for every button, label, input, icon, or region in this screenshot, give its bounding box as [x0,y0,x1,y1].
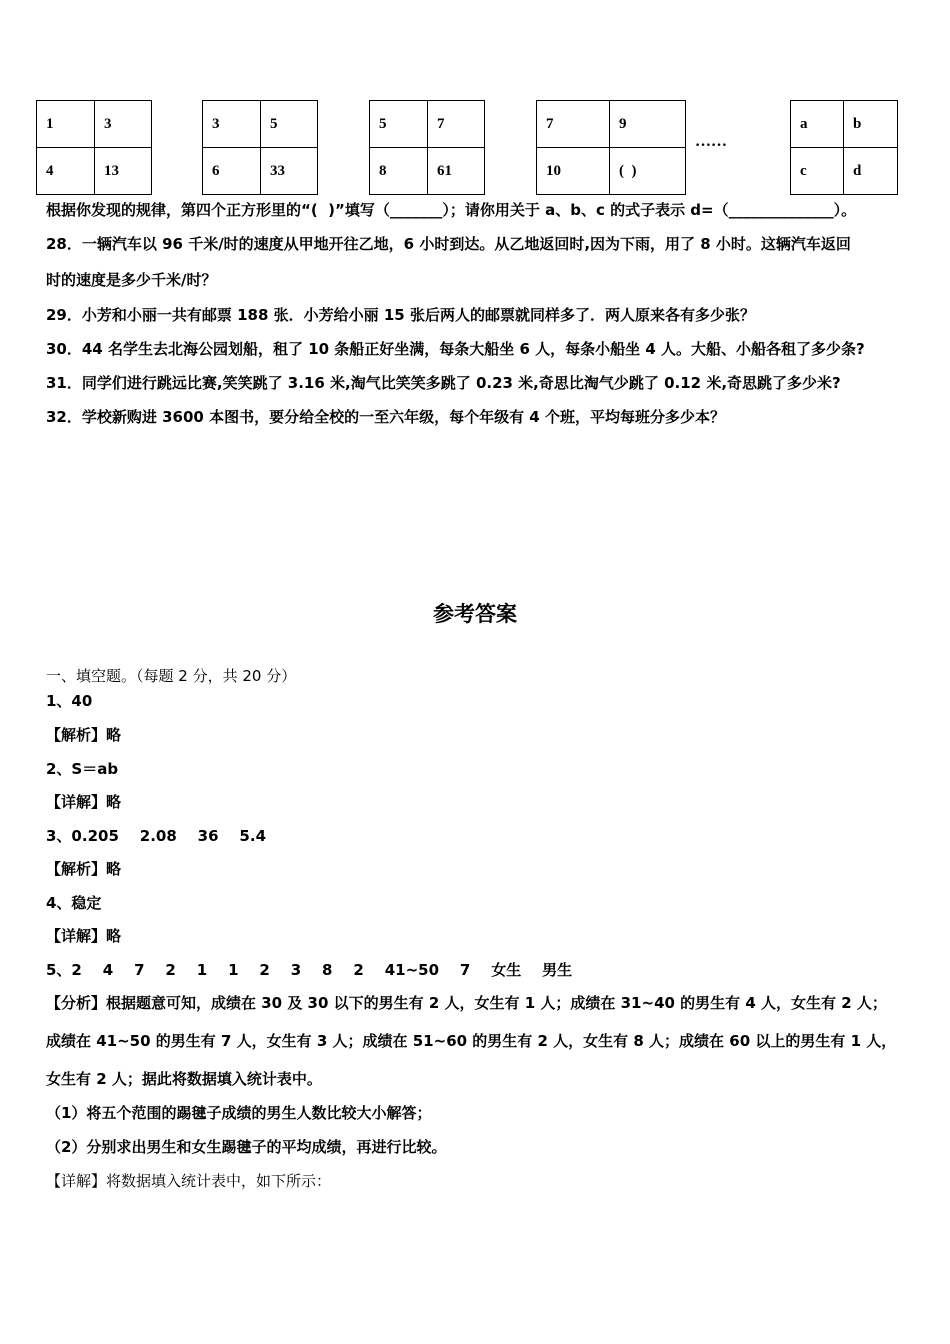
cell: a [791,101,844,148]
cell: 8 [370,148,428,195]
cell: 3 [203,101,261,148]
pattern-square-3 [369,100,485,195]
answer-4: 4、稳定 [46,894,102,912]
ellipsis: …… [695,133,727,150]
cell: 7 [428,101,485,148]
cell: 33 [261,148,318,195]
cell: 13 [95,148,152,195]
question-28-line1: 28．一辆汽车以 96 千米/时的速度从甲地开往乙地，6 小时到达。从乙地返回时,因为下雨，用了 8 小时。这辆汽车返回 [46,235,851,253]
answers-title: 参考答案 [433,602,517,626]
pattern-square-4 [536,100,686,195]
pattern-square-general [790,100,898,195]
answer-1: 1、40 [46,692,93,710]
cell: 10 [537,148,610,195]
cell: ( ) [610,148,686,195]
pattern-square-1 [36,100,152,195]
answer-5-analysis-line1: 【分析】根据题意可知，成绩在 30 及 30 以下的男生有 2 人，女生有 1 人；成绩在 31~40 的男生有 4 人，女生有 2 人； [46,994,887,1012]
question-28-line2: 时的速度是多少千米/时？ [46,271,217,289]
answer-5-analysis-line3: 女生有 2 人；据此将数据填入统计表中。 [46,1070,322,1088]
cell: 4 [37,148,95,195]
cell: 3 [95,101,152,148]
cell: 7 [537,101,610,148]
answer-5-step2: （2）分别求出男生和女生踢毽子的平均成绩，再进行比较。 [46,1138,447,1156]
cell: 1 [37,101,95,148]
answer-3-note: 【解析】略 [46,860,122,878]
answer-1-note: 【解析】略 [46,726,122,744]
answer-5-analysis-line2: 成绩在 41~50 的男生有 7 人，女生有 3 人；成绩在 51~60 的男生有 2 人，女生有 8 人；成绩在 60 以上的男生有 1 人， [46,1032,897,1050]
cell: 5 [370,101,428,148]
cell: b [844,101,898,148]
cell: d [844,148,898,195]
answer-5: 5、2 4 7 2 1 1 2 3 8 2 41~50 7 女生 男生 [46,961,573,979]
cell: 9 [610,101,686,148]
question-29: 29．小芳和小丽一共有邮票 188 张．小芳给小丽 15 张后两人的邮票就同样多了．两人原来各有多少张？ [46,306,755,324]
question-30: 30．44 名学生去北海公园划船，租了 10 条船正好坐满，每条大船坐 6 人，每条小船坐 4 人。大船、小船各租了多少条? [46,340,865,358]
pattern-square-2 [202,100,318,195]
cell: c [791,148,844,195]
answer-2: 2、S＝ab [46,760,119,778]
answers-section-heading: 一、填空题。（每题 2 分，共 20 分） [46,667,297,685]
question-31: 31．同学们进行跳远比赛,笑笑跳了 3.16 米,淘气比笑笑多跳了 0.23 米,奇思比淘气少跳了 0.12 米,奇思跳了多少米? [46,374,841,392]
answer-5-detail: 【详解】将数据填入统计表中，如下所示： [46,1172,332,1190]
answer-5-step1: （1）将五个范围的踢毽子成绩的男生人数比较大小解答； [46,1104,432,1122]
question-27-tail: 根据你发现的规律，第四个正方形里的“( )”填写（_______）；请你用关于 a、b、c 的式子表示 d=（______________）。 [46,201,857,219]
answer-2-note: 【详解】略 [46,793,122,811]
cell: 5 [261,101,318,148]
answer-4-note: 【详解】略 [46,927,122,945]
cell: 6 [203,148,261,195]
cell: 61 [428,148,485,195]
answer-3: 3、0.205 2.08 36 5.4 [46,827,267,845]
question-32: 32．学校新购进 3600 本图书，要分给全校的一至六年级，每个年级有 4 个班，平均每班分多少本？ [46,408,725,426]
